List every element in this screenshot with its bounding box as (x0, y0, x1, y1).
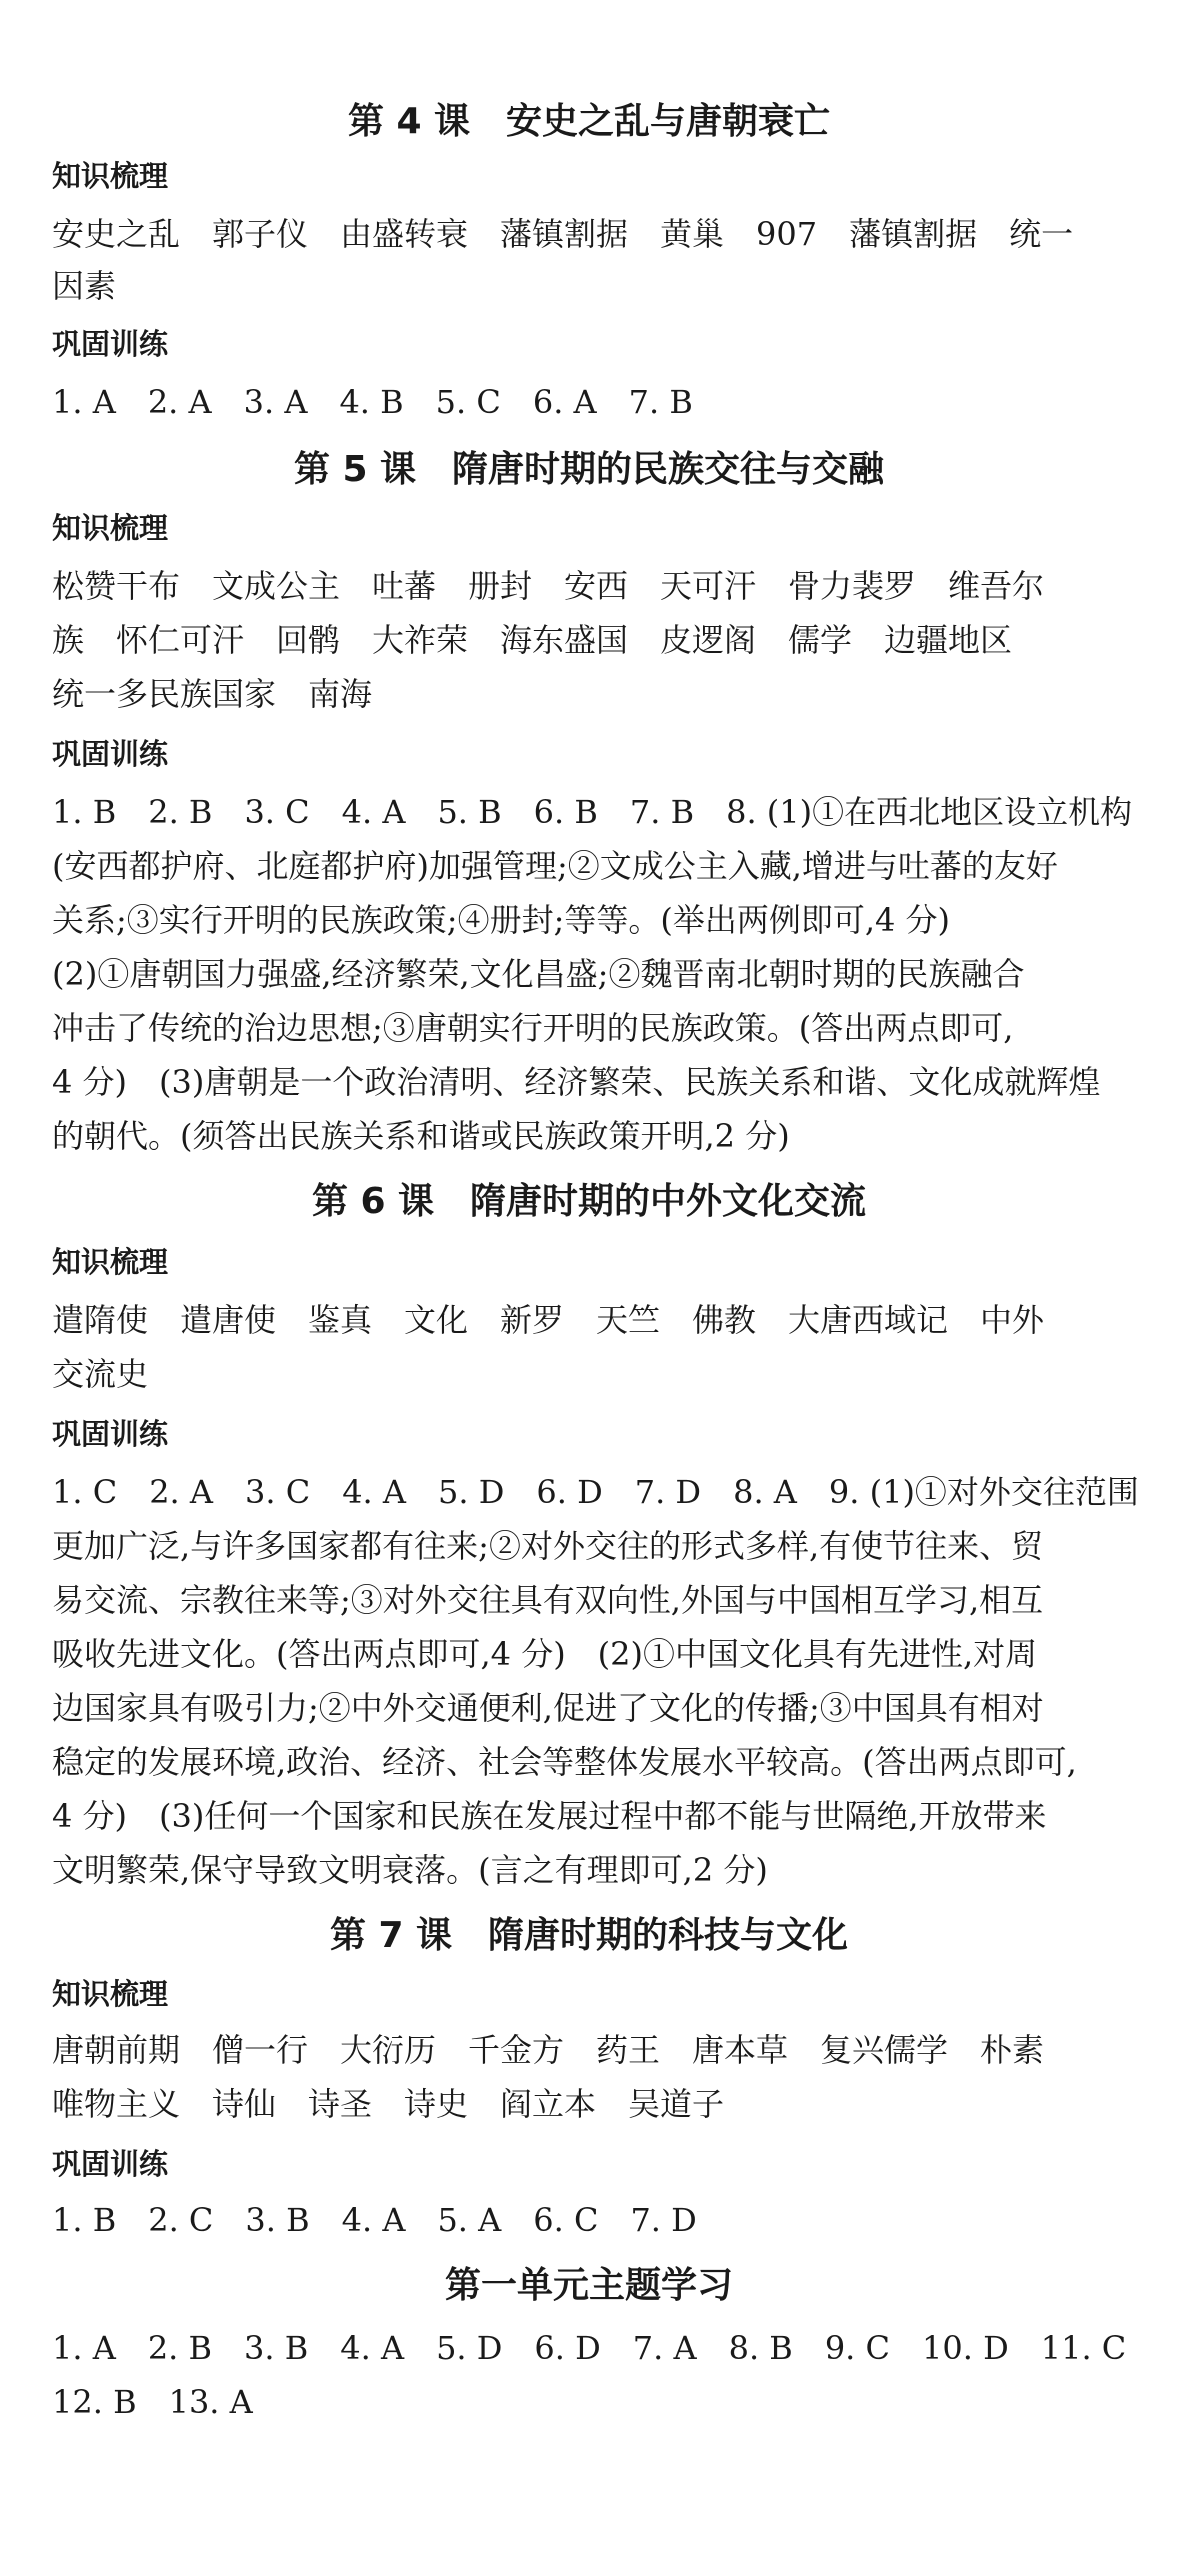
lesson-5-practice-label: 巩固训练 (52, 737, 169, 771)
lesson-6-practice-label: 巩固训练 (52, 1417, 169, 1451)
lesson-5-knowledge-line-3: 统一多民族国家 南海 (52, 675, 373, 713)
lesson-7-knowledge-line-1: 唐朝前期 僧一行 大衍历 千金方 药王 唐本草 复兴儒学 朴素 (52, 2031, 1045, 2069)
lesson-6-knowledge-line-1: 遣隋使 遣唐使 鉴真 文化 新罗 天竺 佛教 大唐西域记 中外 (52, 1301, 1045, 1339)
lesson-5-answer-line: 关系;③实行开明的民族政策;④册封;等等。(举出两例即可,4 分) (52, 901, 951, 939)
lesson-5-answer-line: 1. B 2. B 3. C 4. A 5. B 6. B 7. B 8. (1)①在西北地区设立机构 (52, 793, 1133, 831)
lesson-5-title: 第 5 课 隋唐时期的民族交往与交融 (293, 449, 885, 490)
lesson-7-knowledge-label: 知识梳理 (52, 1977, 169, 2011)
unit-1-answer-line-2: 12. B 13. A (52, 2383, 253, 2421)
lesson-4-knowledge-label: 知识梳理 (52, 159, 169, 193)
lesson-7-title: 第 7 课 隋唐时期的科技与文化 (329, 1915, 849, 1956)
lesson-6-answer-line: 吸收先进文化。(答出两点即可,4 分) (2)①中国文化具有先进性,对周 (52, 1635, 1038, 1673)
lesson-5-answer-line: 4 分) (3)唐朝是一个政治清明、经济繁荣、民族关系和谐、文化成就辉煌 (52, 1063, 1101, 1101)
lesson-7-knowledge-line-2: 唯物主义 诗仙 诗圣 诗史 阎立本 吴道子 (52, 2085, 725, 2123)
lesson-6-knowledge-line-2: 交流史 (52, 1355, 149, 1393)
lesson-7-answers: 1. B 2. C 3. B 4. A 5. A 6. C 7. D (52, 2201, 697, 2239)
lesson-4-knowledge-line-1: 安史之乱 郭子仪 由盛转衰 藩镇割据 黄巢 907 藩镇割据 统一 (52, 215, 1074, 253)
lesson-6-answer-line: 1. C 2. A 3. C 4. A 5. D 6. D 7. D 8. A 9. (1)①对外交往范围 (52, 1473, 1139, 1511)
unit-1-title: 第一单元主题学习 (444, 2265, 733, 2306)
lesson-6-answer-line: 4 分) (3)任何一个国家和民族在发展过程中都不能与世隔绝,开放带来 (52, 1797, 1047, 1835)
lesson-6-answer-line: 边国家具有吸引力;②中外交通便利,促进了文化的传播;③中国具有相对 (52, 1689, 1044, 1727)
lesson-6-answer-line: 更加广泛,与许多国家都有往来;②对外交往的形式多样,有使节往来、贸 (52, 1527, 1044, 1565)
lesson-4-knowledge-line-2: 因素 (52, 267, 117, 305)
unit-1-answer-line-1: 1. A 2. B 3. B 4. A 5. D 6. D 7. A 8. B 9. C 10. D 11. C (52, 2329, 1127, 2367)
lesson-4-title: 第 4 课 安史之乱与唐朝衰亡 (347, 101, 831, 142)
lesson-6-answer-line: 易交流、宗教往来等;③对外交往具有双向性,外国与中国相互学习,相互 (52, 1581, 1044, 1619)
lesson-5-answer-line: 冲击了传统的治边思想;③唐朝实行开明的民族政策。(答出两点即可, (52, 1009, 1014, 1047)
lesson-5-answer-line: 的朝代。(须答出民族关系和谐或民族政策开明,2 分) (52, 1117, 790, 1155)
lesson-5-knowledge-label: 知识梳理 (52, 511, 169, 545)
lesson-7-practice-label: 巩固训练 (52, 2147, 169, 2181)
lesson-6-answer-line: 文明繁荣,保守导致文明衰落。(言之有理即可,2 分) (52, 1851, 768, 1889)
lesson-5-knowledge-line-1: 松赞干布 文成公主 吐蕃 册封 安西 天可汗 骨力裴罗 维吾尔 (52, 567, 1045, 605)
lesson-5-knowledge-line-2: 族 怀仁可汗 回鹘 大祚荣 海东盛国 皮逻阁 儒学 边疆地区 (52, 621, 1013, 659)
lesson-6-title: 第 6 课 隋唐时期的中外文化交流 (311, 1181, 867, 1222)
lesson-4-practice-label: 巩固训练 (52, 327, 169, 361)
lesson-6-answer-line: 稳定的发展环境,政治、经济、社会等整体发展水平较高。(答出两点即可, (52, 1743, 1077, 1781)
lesson-5-answer-line: (2)①唐朝国力强盛,经济繁荣,文化昌盛;②魏晋南北朝时期的民族融合 (52, 955, 1025, 993)
lesson-5-answer-line: (安西都护府、北庭都护府)加强管理;②文成公主入藏,增进与吐蕃的友好 (52, 847, 1058, 885)
lesson-4-answers: 1. A 2. A 3. A 4. B 5. C 6. A 7. B (52, 383, 693, 421)
lesson-6-knowledge-label: 知识梳理 (52, 1245, 169, 1279)
